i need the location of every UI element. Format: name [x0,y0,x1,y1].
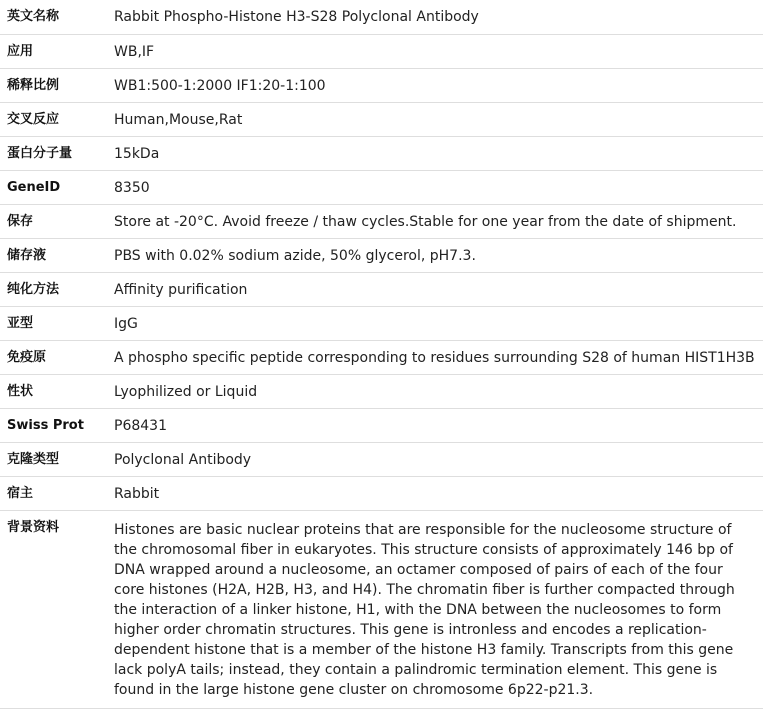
spec-label: 英文名称 [0,0,114,34]
spec-row-gene-id [0,170,763,204]
spec-value: P68431 [114,408,763,442]
spec-row-background [0,510,763,708]
spec-label: 蛋白分子量 [0,136,114,170]
spec-label: 宿主 [0,476,114,510]
spec-row-form [0,374,763,408]
spec-row-storage [0,204,763,238]
spec-label: 亚型 [0,306,114,340]
spec-value: 15kDa [114,136,763,170]
spec-value: Store at -20°C. Avoid freeze / thaw cycles.Stable for one year from the date of shipment. [114,204,763,238]
spec-label: 交叉反应 [0,102,114,136]
spec-row-clonality [0,442,763,476]
spec-row-isotype [0,306,763,340]
spec-value: Human,Mouse,Rat [114,102,763,136]
spec-value: Polyclonal Antibody [114,442,763,476]
spec-label: 储存液 [0,238,114,272]
spec-row-immunogen [0,340,763,374]
spec-label: 保存 [0,204,114,238]
spec-value: Lyophilized or Liquid [114,374,763,408]
spec-value: PBS with 0.02% sodium azide, 50% glycerol, pH7.3. [114,238,763,272]
spec-value: WB,IF [114,34,763,68]
spec-label: 性状 [0,374,114,408]
spec-label: 应用 [0,34,114,68]
spec-label: 免疫原 [0,340,114,374]
spec-label: 稀释比例 [0,68,114,102]
spec-value: WB1:500-1:2000 IF1:20-1:100 [114,68,763,102]
spec-row-reactivity [0,102,763,136]
spec-value: IgG [114,306,763,340]
spec-value-background: Histones are basic nuclear proteins that are responsible for the nucleosome structure of the chromosomal fiber in eukaryotes. This structure consists of approximately 146 bp of DNA wrapped around a nucleosome, an octamer composed of pairs of each of the four core histones (H2A, H2B, H3, and H4). The chromatin fiber is further compacted through the interaction of a linker histone, H1, with the DNA between the nucleosomes to form higher order chromatin structures. This gene is intronless and encodes a replication-dependent histone that is a member of the histone H3 family. Transcripts from this gene lack polyA tails; instead, they contain a palindromic termination element. This gene is found in the large histone gene cluster on chromosome 6p22-p21.3. [114,510,763,708]
spec-label: 纯化方法 [0,272,114,306]
spec-label: 背景资料 [0,510,114,708]
spec-row-molecular-weight [0,136,763,170]
spec-row-dilution [0,68,763,102]
spec-value: A phospho specific peptide corresponding to residues surrounding S28 of human HIST1H3B [114,340,763,374]
spec-row-purification [0,272,763,306]
spec-row-english-name [0,0,763,34]
spec-label: GeneID [0,170,114,204]
spec-value: Affinity purification [114,272,763,306]
spec-row-swiss-prot [0,408,763,442]
spec-row-buffer [0,238,763,272]
spec-label: 克隆类型 [0,442,114,476]
spec-row-host [0,476,763,510]
spec-label: Swiss Prot [0,408,114,442]
spec-value: 8350 [114,170,763,204]
spec-row-application [0,34,763,68]
spec-value: Rabbit [114,476,763,510]
spec-value: Rabbit Phospho-Histone H3-S28 Polyclonal Antibody [114,0,763,34]
